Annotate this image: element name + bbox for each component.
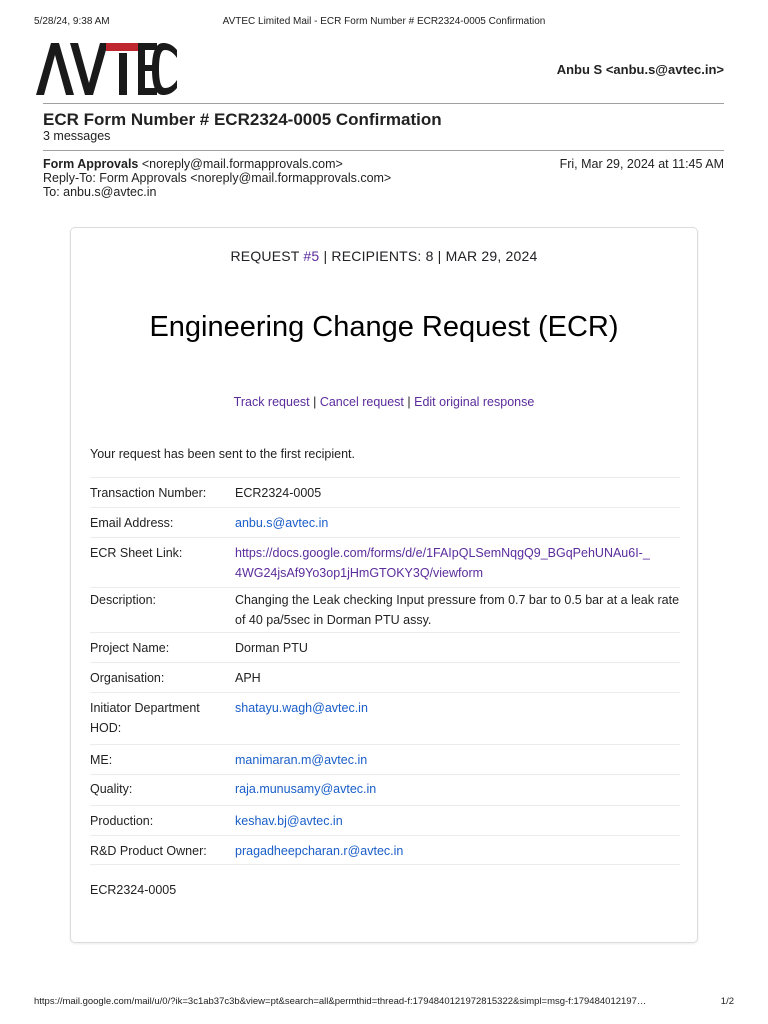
recipient-line: To: anbu.s@avtec.in xyxy=(43,185,157,199)
field-label: ME: xyxy=(90,753,113,767)
divider xyxy=(43,150,724,151)
ecr-sheet-link[interactable]: https://docs.google.com/forms/d/e/1FAIpQLSemNqgQ9_BGqPehUNAu6I-_ 4WG24jsAf9Yo3op1jHmGTOKY3Q/viewform xyxy=(235,546,650,580)
divider xyxy=(43,103,724,104)
sender-line xyxy=(43,157,343,171)
field-label: Organisation: xyxy=(90,671,165,685)
request-details: | RECIPIENTS: 8 | MAR 29, 2024 xyxy=(319,248,538,264)
field-value: ECR2324-0005 xyxy=(235,486,322,500)
field-value: Changing the Leak checking Input pressure from 0.7 bar to 0.5 bar at a leak rate of 40 pa/5sec in Dorman PTU assy. xyxy=(235,593,680,627)
field-label: ECR Sheet Link: xyxy=(90,546,183,560)
link-separator: | xyxy=(309,395,320,409)
request-summary xyxy=(0,248,768,264)
email-link[interactable]: pragadheepcharan.r@avtec.in xyxy=(235,844,404,858)
field-label: Description: xyxy=(90,593,156,607)
email-link[interactable]: shatayu.wagh@avtec.in xyxy=(235,701,368,715)
email-link[interactable]: manimaran.m@avtec.in xyxy=(235,753,368,767)
email-link[interactable]: anbu.s@avtec.in xyxy=(235,516,329,530)
table-row xyxy=(90,507,680,537)
print-datetime: 5/28/24, 9:38 AM xyxy=(34,16,110,27)
request-prefix: REQUEST xyxy=(230,248,304,264)
table-row xyxy=(90,632,680,662)
table-row xyxy=(90,692,680,744)
table-row xyxy=(90,774,680,805)
reply-to-line: Reply-To: Form Approvals <noreply@mail.formapprovals.com> xyxy=(43,171,392,185)
email-link[interactable]: raja.munusamy@avtec.in xyxy=(235,782,377,796)
field-value: APH xyxy=(235,671,261,685)
table-row xyxy=(90,477,680,507)
field-label: Production: xyxy=(90,814,154,828)
field-label: Initiator Department HOD: xyxy=(90,701,200,735)
table-row xyxy=(90,744,680,774)
sender-email: <noreply@mail.formapprovals.com> xyxy=(141,157,343,171)
transaction-footer-id: ECR2324-0005 xyxy=(90,883,177,897)
field-label: Transaction Number: xyxy=(90,486,207,500)
track-request-link[interactable]: Track request xyxy=(233,395,310,409)
table-row xyxy=(90,662,680,692)
print-page-title: AVTEC Limited Mail - ECR Form Number # ECR2324-0005 Confirmation xyxy=(222,16,546,27)
table-row xyxy=(90,587,680,632)
message-date: Fri, Mar 29, 2024 at 11:45 AM xyxy=(559,157,724,171)
cancel-request-link[interactable]: Cancel request xyxy=(319,395,404,409)
field-label: R&D Product Owner: xyxy=(90,844,207,858)
request-number-link[interactable]: #5 xyxy=(303,248,320,264)
link-separator: | xyxy=(403,395,415,409)
print-url: https://mail.google.com/mail/u/0/?ik=3c1ab37c3b&view=pt&search=all&permthid=thread-f:1794840121972815322&simpl=msg-f:179484012197… xyxy=(34,996,647,1007)
form-title: Engineering Change Request (ECR) xyxy=(149,311,619,343)
email-link[interactable]: keshav.bj@avtec.in xyxy=(235,814,343,828)
table-row xyxy=(90,805,680,835)
request-actions xyxy=(0,395,768,409)
message-count: 3 messages xyxy=(43,129,111,143)
avtec-logo xyxy=(36,40,178,96)
field-label: Email Address: xyxy=(90,516,174,530)
account-name: Anbu S <anbu.s@avtec.in> xyxy=(556,62,724,77)
status-message: Your request has been sent to the first recipient. xyxy=(90,447,355,461)
table-row xyxy=(90,835,680,865)
print-page-number: 1/2 xyxy=(720,996,734,1007)
thread-subject: ECR Form Number # ECR2324-0005 Confirmation xyxy=(43,110,442,129)
sender-name: Form Approvals xyxy=(43,157,139,171)
edit-response-link[interactable]: Edit original response xyxy=(414,395,535,409)
table-row xyxy=(90,537,680,587)
field-label: Project Name: xyxy=(90,641,170,655)
field-label: Quality: xyxy=(90,782,133,796)
request-details-table xyxy=(90,477,680,865)
field-value: Dorman PTU xyxy=(235,641,308,655)
